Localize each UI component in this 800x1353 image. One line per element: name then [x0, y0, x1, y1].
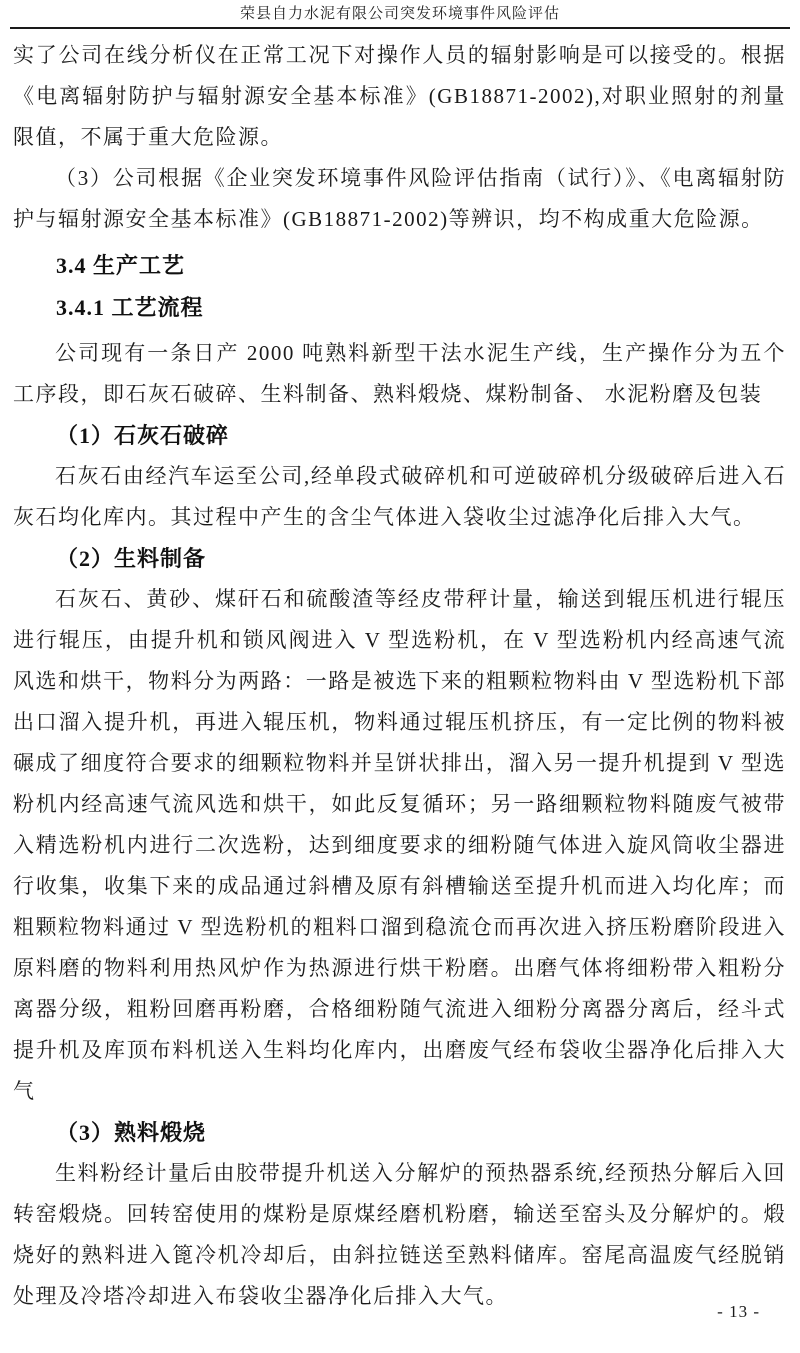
heading-2-raw-material-preparation: （2）生料制备 — [56, 546, 207, 571]
paragraph-production-line-overview: 公司现有一条日产 2000 吨熟料新型干法水泥生产线，生产操作分为五个工序段，即石灰石破碎、生料制备、熟料煅烧、煤粉制备、 水泥粉磨及包装 — [13, 341, 786, 406]
heading-1-limestone-crushing: （1）石灰石破碎 — [56, 423, 230, 448]
paragraph-item-3-identification: （3）公司根据《企业突发环境事件风险评估指南（试行）》、《电离辐射防护与辐射源安全基本标准》(GB18871-2002)等辨识，均不构成重大危险源。 — [13, 166, 786, 231]
heading-3-4-production-process: 3.4 生产工艺 — [56, 253, 186, 278]
document-body — [13, 35, 786, 1317]
paragraph-radiation-conclusion: 实了公司在线分析仪在正常工况下对操作人员的辐射影响是可以接受的。根据《电离辐射防护与辐射源安全基本标准》(GB18871-2002),对职业照射的剂量限值，不属于重大危险源。 — [13, 43, 786, 149]
paragraph-raw-material-preparation: 石灰石、黄砂、煤矸石和硫酸渣等经皮带秤计量，输送到辊压机进行辊压进行辊压，由提升机和锁风阀进入 V 型选粉机，在 V 型选粉机内经高速气流风选和烘干，物料分为两路：一路是被选下来的粗颗粒物料由 V 型选粉机下部出口溜入提升机，再进入辊压机，物料通过辊压机挤压，有一定比例的物料被碾成了细度符合要求的细颗粒物料并呈饼状排出，溜入另一提升机提到 V 型选粉机内经高速气流风选和烘干，如此反复循环；另一路细颗粒物料随废气被带入精选粉机内进行二次选粉，达到细度要求的细粉随气体进入旋风筒收尘器进行收集，收集下来的成品通过斜槽及原有斜槽输送至提升机而进入均化库；而粗颗粒物料通过 V 型选粉机的粗料口溜到稳流仓而再次进入挤压粉磨阶段进入原料磨的物料利用热风炉作为热源进行烘干粉磨。出磨气体将细粉带入粗粉分离器分级，粗粉回磨再粉磨，合格细粉随气流进入细粉分离器分离后，经斗式提升机及库顶布料机送入生料均化库内，出磨废气经布袋收尘器净化后排入大气 — [13, 587, 786, 1103]
paragraph-limestone-crushing: 石灰石由经汽车运至公司,经单段式破碎机和可逆破碎机分级破碎后进入石灰石均化库内。其过程中产生的含尘气体进入袋收尘过滤净化后排入大气。 — [13, 464, 786, 529]
page-number: - 13 - — [717, 1302, 760, 1321]
heading-3-4-1-process-flow: 3.4.1 工艺流程 — [56, 295, 204, 320]
heading-3-clinker-calcination: （3）熟料煅烧 — [56, 1120, 207, 1145]
paragraph-clinker-calcination: 生料粉经计量后由胶带提升机送入分解炉的预热器系统,经预热分解后入回转窑煅烧。回转窑使用的煤粉是原煤经磨机粉磨，输送至窑头及分解炉的。煅烧好的熟料进入篦冷机冷却后，由斜拉链送至熟料储库。窑尾高温废气经脱销处理及冷塔冷却进入布袋收尘器净化后排入大气。 — [13, 1161, 786, 1308]
running-header-title: 荣县自力水泥有限公司突发环境事件风险评估 — [10, 0, 790, 29]
